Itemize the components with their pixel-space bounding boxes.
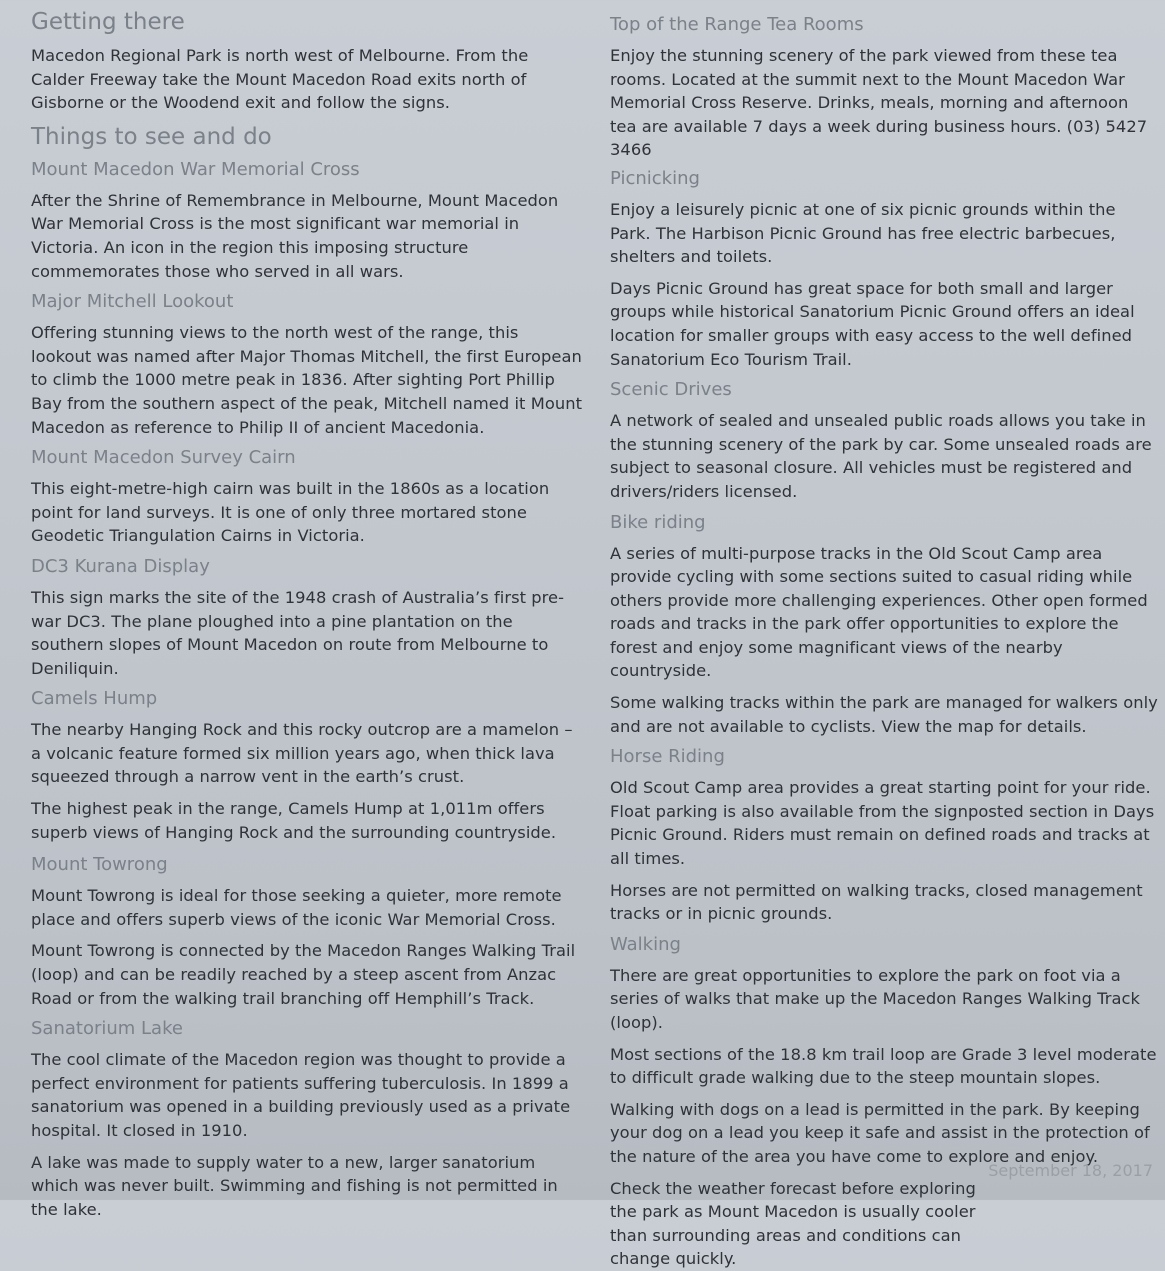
bike-riding-text-2: Some walking tracks within the park are managed for walkers only and are not available to cyclists. View the map for details. [610, 693, 1158, 736]
camels-hump-text-1: The nearby Hanging Rock and this rocky outcrop are a mamelon – a volcanic feature formed six million years ago, when thick lava squeezed through a narrow vent in the earth’s crust. [31, 720, 573, 787]
left-column [31, 6, 583, 1221]
war-memorial-text: After the Shrine of Remembrance in Melbourne, Mount Macedon War Memorial Cross is the most significant war memorial in Victoria. An icon in the region this imposing structure commemorates those who served in all wars. [31, 190, 559, 281]
horse-riding-text-1: Old Scout Camp area provides a great starting point for your ride. Float parking is also available from the signposted section in Days Picnic Ground. Riders must remain on defined roads and tracks at all times. [610, 778, 1155, 869]
sanatorium-lake-heading: Sanatorium Lake [31, 1018, 183, 1040]
war-memorial-heading: Mount Macedon War Memorial Cross [31, 158, 360, 180]
camels-hump-text-2: The highest peak in the range, Camels Hump at 1,011m offers superb views of Hanging Rock and the surrounding countryside. [31, 799, 557, 842]
scenic-drives-heading: Scenic Drives [610, 379, 732, 401]
walking-heading: Walking [610, 933, 681, 955]
camels-hump-heading: Camels Hump [31, 688, 158, 710]
sanatorium-lake-text-2: A lake was made to supply water to a new, larger sanatorium which was never built. Swimming and fishing is not permitted in the lake. [31, 1152, 558, 1219]
survey-cairn-text: This eight-metre-high cairn was built in the 1860s as a location point for land surveys. It is one of only three mortared stone Geodetic Triangulation Cairns in Victoria. [31, 479, 550, 546]
photo-date-stamp: September 18, 2017 [988, 1161, 1153, 1180]
getting-there-heading: Getting there [31, 9, 185, 35]
survey-cairn-heading: Mount Macedon Survey Cairn [31, 447, 296, 469]
bike-riding-heading: Bike riding [610, 511, 706, 533]
mount-towrong-heading: Mount Towrong [31, 854, 168, 876]
mitchell-lookout-heading: Major Mitchell Lookout [31, 291, 234, 313]
bike-riding-text-1: A series of multi-purpose tracks in the Old Scout Camp area provide cycling with some sections suited to casual riding while others provide more challenging experiences. Other open formed roads and tracks in the park offer opportunities to explore the forest and enjoy some magnificant views of the nearby countryside. [610, 543, 1148, 681]
mitchell-lookout-text: Offering stunning views to the north west of the range, this lookout was named after Major Thomas Mitchell, the first European to climb the 1000 metre peak in 1836. After sighting Port Phillip Bay from the southern aspect of the peak, Mitchell named it Mount Macedon as reference to Philip II of ancient Macedonia. [31, 323, 582, 437]
tea-rooms-heading: Top of the Range Tea Rooms [610, 14, 864, 35]
dc3-kurana-heading: DC3 Kurana Display [31, 555, 210, 577]
walking-text-4: Check the weather forecast before exploring the park as Mount Macedon is usually cooler than surrounding areas and conditions can change quickly. [610, 1178, 976, 1269]
horse-riding-text-2: Horses are not permitted on walking tracks, closed management tracks or in picnic grounds. [610, 880, 1143, 924]
walking-text-3: Walking with dogs on a lead is permitted in the park. By keeping your dog on a lead you keep it safe and assist in the protection of the nature of the area you have come to explore and enjoy. [610, 1099, 1150, 1166]
sanatorium-lake-text-1: The cool climate of the Macedon region was thought to provide a perfect environment for patients suffering tuberculosis. In 1899 a sanatorium was opened in a building previously used as a private hospital. It closed in 1910. [31, 1050, 571, 1140]
horse-riding-heading: Horse Riding [610, 746, 725, 768]
scenic-drives-text: A network of sealed and unsealed public roads allows you take in the stunning scenery of the park by car. Some unsealed roads are subject to seasonal closure. All vehicles must be registered and drivers/riders licensed. [610, 411, 1152, 501]
picnicking-heading: Picnicking [610, 167, 700, 189]
things-to-see-heading: Things to see and do [31, 123, 272, 150]
walking-text-2: Most sections of the 18.8 km trail loop are Grade 3 level moderate to difficult grade walking due to the steep mountain slopes. [610, 1044, 1157, 1088]
mount-towrong-text-2: Mount Towrong is connected by the Macedon Ranges Walking Trail (loop) and can be readily reached by a steep ascent from Anzac Road or from the walking trail branching off Hemphill’s Track. [31, 941, 576, 1008]
right-column [610, 6, 1158, 1271]
dc3-kurana-text: This sign marks the site of the 1948 crash of Australia’s first pre-war DC3. The plane ploughed into a pine plantation on the southern slopes of Mount Macedon on route from Melbourne to Deniliquin. [31, 587, 565, 678]
picnicking-text-2: Days Picnic Ground has great space for both small and larger groups while historical Sanatorium Picnic Ground offers an ideal location for smaller groups with easy access to the well defined Sanatorium Eco Tourism Trail. [610, 278, 1135, 369]
mount-towrong-text-1: Mount Towrong is ideal for those seeking a quieter, more remote place and offers superb views of the iconic War Memorial Cross. [31, 886, 562, 929]
walking-text-1: There are great opportunities to explore the park on foot via a series of walks that make up the Macedon Ranges Walking Track (loop). [610, 965, 1141, 1032]
picnicking-text-1: Enjoy a leisurely picnic at one of six picnic grounds within the Park. The Harbison Picnic Ground has free electric barbecues, shelters and toilets. [610, 199, 1116, 267]
tea-rooms-text: Enjoy the stunning scenery of the park viewed from these tea rooms. Located at the summit next to the Mount Macedon War Memorial Cross Reserve. Drinks, meals, morning and afternoon tea are available 7 days a week during business hours. (03) 5427 3466 [610, 46, 1148, 160]
getting-there-text: Macedon Regional Park is north west of Melbourne. From the Calder Freeway take the Mount Macedon Road exits north of Gisborne or the Woodend exit and follow the signs. [31, 46, 529, 113]
